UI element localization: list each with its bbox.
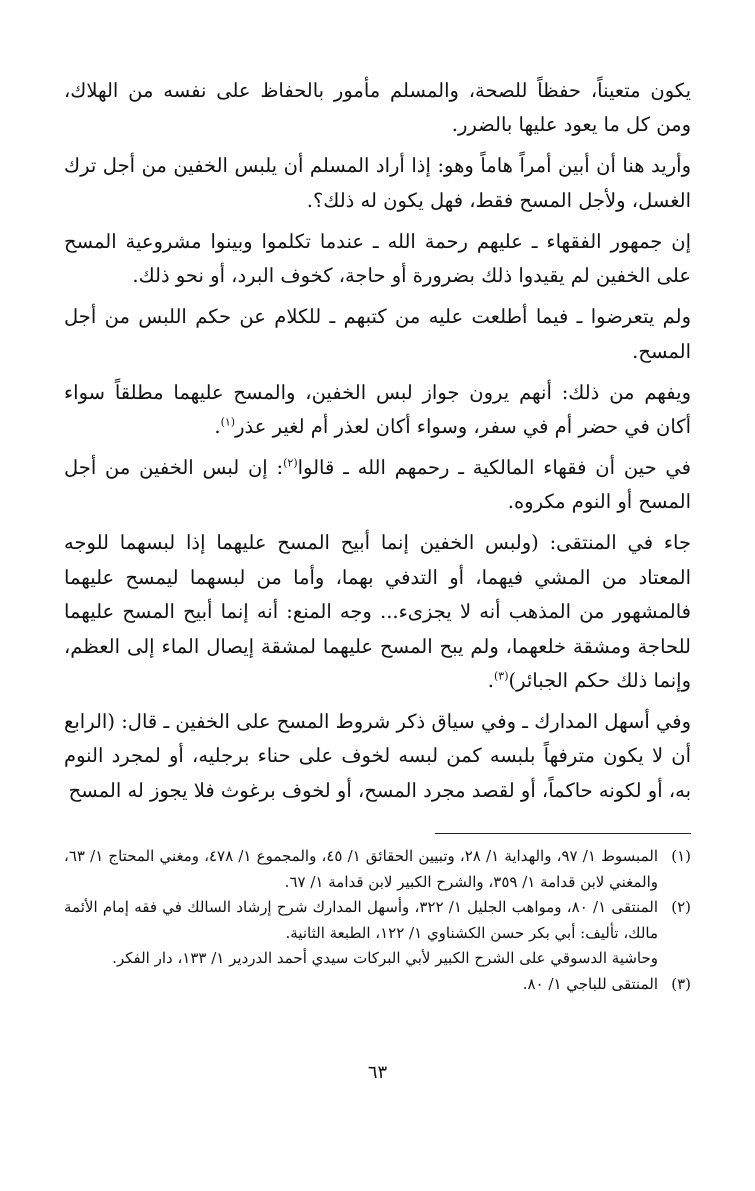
paragraph-1	[64, 74, 691, 143]
footnote-3	[64, 972, 691, 998]
main-text	[64, 74, 691, 815]
paragraph-3	[64, 225, 691, 294]
footnote-ref-2[interactable]: (٢)	[283, 456, 298, 470]
page-number: ٦٣	[367, 1062, 388, 1083]
paragraph-6	[64, 451, 691, 520]
footnote-ref-3[interactable]: (٣)	[493, 669, 509, 683]
paragraph-8-text: وفي أسهل المدارك ـ وفي سياق ذكر شروط المسح على الخفين ـ قال: (الرابع أن لا يكون مترفهاً بلبسه كمن لبسه لخوف على حناء برجليه، أو لمجرد النوم به، أو لكونه حاكماً، أو لقصد مجرد المسح، أو لخوف برغوث فلا يجوز له المسح	[64, 710, 691, 802]
footnote-number-1: (١)	[671, 847, 691, 865]
paragraph-6-text: في حين أن فقهاء المالكية ـ رحمهم الله ـ قالوا	[297, 456, 691, 480]
footnote-text-2-continued: وحاشية الدسوقي على الشرح الكبير لأبي البركات سيدي أحمد الدردير ١/ ١٣٣، دار الفكر.	[112, 949, 658, 967]
paragraph-5	[64, 376, 691, 445]
footnote-1	[64, 844, 691, 895]
footnote-2-continued	[64, 946, 691, 972]
footnote-text-3: المنتقى للباجي ١/ ٨٠.	[522, 974, 658, 993]
footnote-divider	[435, 833, 691, 834]
footnote-text-2: المنتقى ١/ ٨٠، ومواهب الجليل ١/ ٣٢٢، وأسهل المدارك شرح إرشاد السالك في فقه إمام الأئمة مالك، تأليف: أبي بكر حسن الكشناوي ١/ ١٢٢، الطبعة الثانية.	[64, 898, 658, 942]
footnote-number-2: (٢)	[671, 898, 691, 916]
paragraph-8	[64, 705, 691, 808]
paragraph-4-text: ولم يتعرضوا ـ فيما أطلعت عليه من كتبهم ـ للكلام عن حكم اللبس من أجل المسح.	[64, 305, 691, 363]
footnote-ref-1[interactable]: (١)	[220, 415, 236, 429]
footnote-2	[64, 895, 691, 946]
paragraph-1-text: يكون متعيناً، حفظاً للصحة، والمسلم مأمور بالحفاظ على نفسه من الهلاك، ومن كل ما يعود عليها بالضرر.	[64, 79, 691, 137]
paragraph-5-text: ويفهم من ذلك: أنهم يرون جواز لبس الخفين، والمسح عليهما مطلقاً سواء أكان في حضر أم في سفر، وسواء أكان لعذر أم لغير عذر	[64, 380, 691, 439]
paragraph-5-end: .	[214, 415, 221, 439]
paragraph-2-text: وأريد هنا أن أبين أمراً هاماً وهو: إذا أراد المسلم أن يلبس الخفين من أجل ترك الغسل، ولأجل المسح فقط، فهل يكون له ذلك؟.	[64, 154, 691, 212]
paragraph-2	[64, 149, 691, 218]
footnotes	[64, 844, 691, 997]
footnote-number-3: (٣)	[671, 974, 691, 993]
paragraph-7	[64, 526, 691, 698]
paragraph-4	[64, 300, 691, 369]
paragraph-3-text: إن جمهور الفقهاء ـ عليهم رحمة الله ـ عندما تكلموا وبينوا مشروعية المسح على الخفين لم يقيدوا ذلك بضرورة أو حاجة، كخوف البرد، أو نحو ذلك.	[64, 229, 691, 288]
footnote-text-1: المبسوط ١/ ٩٧، والهداية ١/ ٢٨، وتبيين الحقائق ١/ ٤٥، والمجموع ١/ ٤٧٨، ومغني المحتاج ١/ ٦٣، والمغني لابن قدامة ١/ ٣٥٩، والشرح الكبير لابن قدامة ١/ ٦٧.	[64, 847, 658, 891]
paragraph-6-end: : إن لبس الخفين من أجل المسح أو النوم مكروه.	[64, 456, 691, 514]
paragraph-7-text: جاء في المنتقى: (ولبس الخفين إنما أبيح المسح عليهما إذا لبسهما للوجه المعتاد من المشي فيهما، أو التدفي بهما، وأما من لبسهما ليمسح عليهما فالمشهور من المذهب أنه لا يجزىء... وجه المنع: أنه إنما أبيح المسح عليهما للحاجة ومشقة خلعهما، ولم يبح المسح عليهما لمشقة إيصال الماء إلى العظم، وإنما ذلك حكم الجبائر)	[64, 531, 691, 693]
paragraph-7-end: .	[487, 669, 494, 693]
